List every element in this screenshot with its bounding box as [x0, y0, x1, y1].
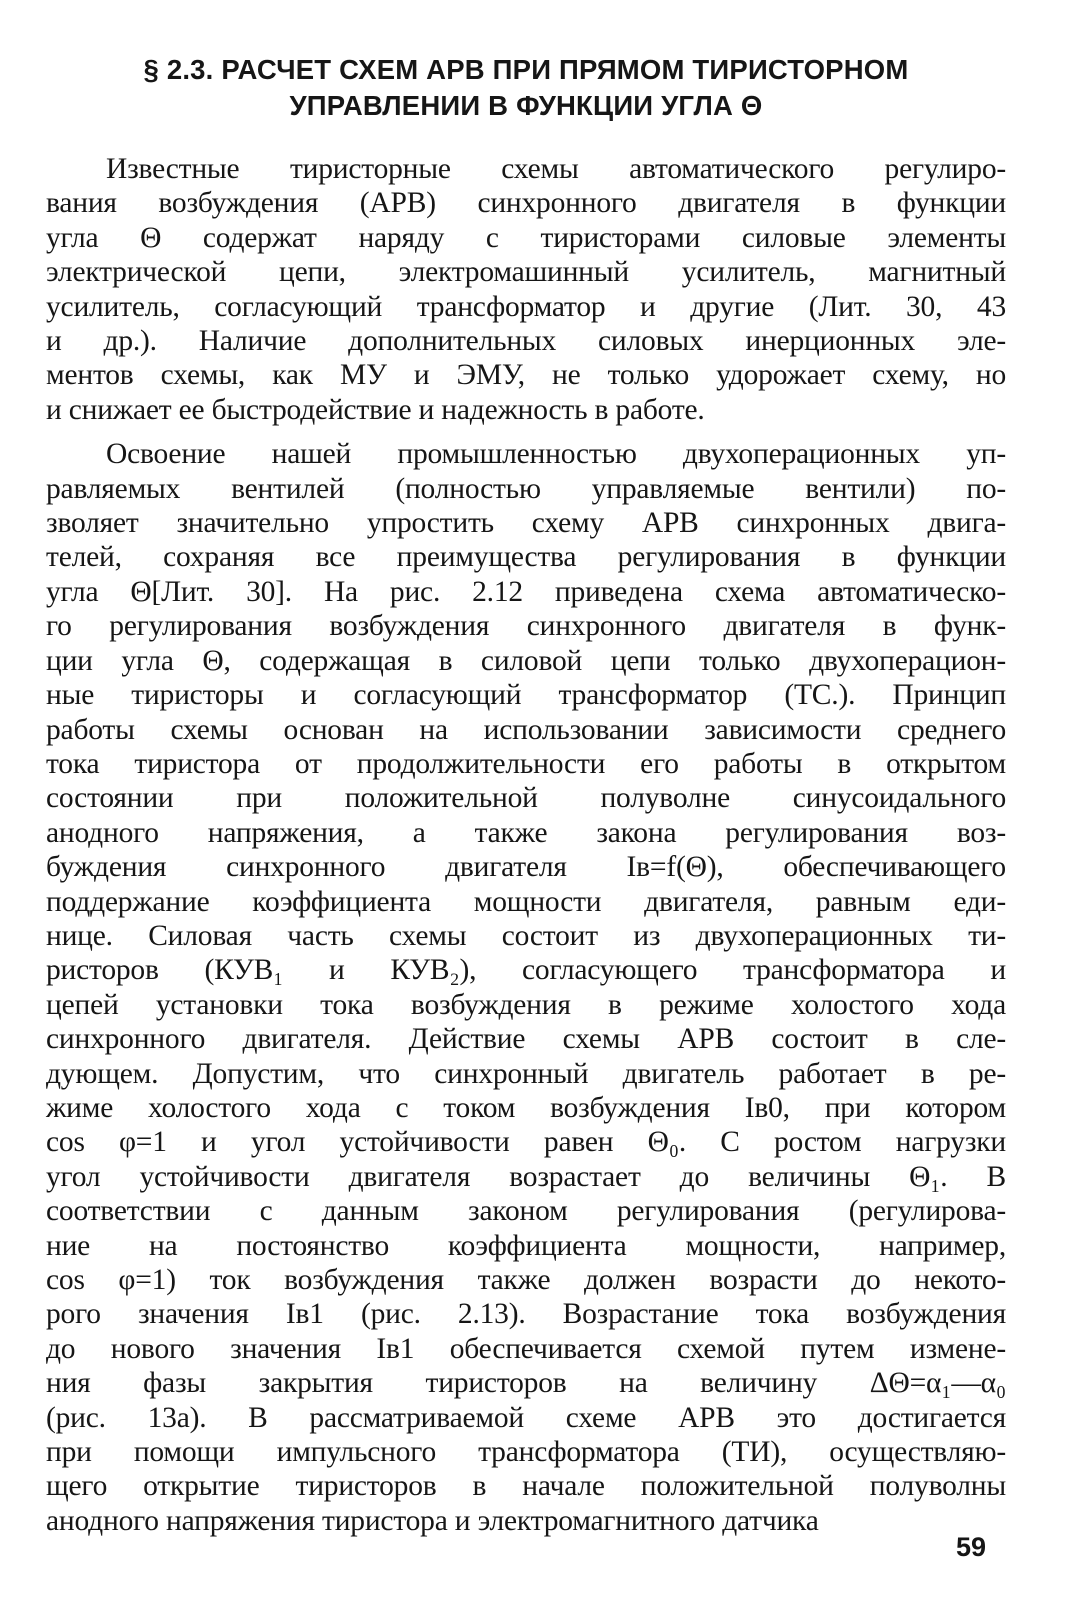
text-line: нице. Силовая часть схемы состоит из двухоперационных ти-	[46, 919, 1006, 952]
text-line: угол устойчивости двигателя возрастает до величины Θ₁. В	[46, 1160, 1006, 1193]
text-line: электрической цепи, электромашинный усилитель, магнитный	[46, 256, 1006, 289]
text-line: зволяет значительно упростить схему АРВ синхронных двига-	[46, 507, 1006, 540]
text-line: поддержание коэффициента мощности двигателя, равным еди-	[46, 885, 1006, 918]
text-line: дующем. Допустим, что синхронный двигатель работает в ре-	[46, 1057, 1006, 1090]
text-line: телей, сохраняя все преимущества регулирования в функции	[46, 541, 1006, 574]
text-line: ментов схемы, как МУ и ЭМУ, не только удорожает схему, но	[46, 359, 1006, 392]
text-line: цепей установки тока возбуждения в режиме холостого хода	[46, 988, 1006, 1021]
text-line: работы схемы основан на использовании зависимости среднего	[46, 713, 1006, 746]
text-line: (рис. 13а). В рассматриваемой схеме АРВ это достигается	[46, 1401, 1006, 1434]
text-line: cos φ=1 и угол устойчивости равен Θ₀. С ростом нагрузки	[46, 1126, 1006, 1159]
text-line: ния фазы закрытия тиристоров на величину ΔΘ=α₁—α₀	[46, 1367, 1006, 1400]
text-line: ристоров (КУВ₁ и КУВ₂), согласующего трансформатора и	[46, 954, 1006, 987]
text-line: при помощи импульсного трансформатора (ТИ), осуществляю-	[46, 1436, 1006, 1469]
text-line: и снижает ее быстродействие и надежность в работе.	[46, 393, 705, 426]
text-line: состоянии при положительной полуволне синусоидального	[46, 782, 1006, 815]
text-line: тока тиристора от продолжительности его работы в открытом	[46, 747, 1006, 780]
text-line: жиме холостого хода с током возбуждения Iв0, при котором	[46, 1091, 1006, 1124]
text-line: щего открытие тиристоров в начале положительной полуволны	[46, 1470, 1006, 1503]
paragraph	[46, 152, 1006, 427]
text-line: вания возбуждения (АРВ) синхронного двигателя в функции	[46, 187, 1006, 220]
book-page	[46, 52, 1006, 1538]
text-line: ции угла Θ, содержащая в силовой цепи только двухоперацион-	[46, 644, 1006, 677]
heading-line: § 2.3. РАСЧЕТ СХЕМ АРВ ПРИ ПРЯМОМ ТИРИСТОРНОМ	[143, 54, 909, 85]
text-line: го регулирования возбуждения синхронного двигателя в функ-	[46, 610, 1006, 643]
heading-line: УПРАВЛЕНИИ В ФУНКЦИИ УГЛА Θ	[289, 90, 763, 121]
text-line: равляемых вентилей (полностью управляемые вентили) по-	[46, 472, 1006, 505]
section-heading	[46, 52, 1006, 124]
text-line: угла Θ[Лит. 30]. На рис. 2.12 приведена схема автоматическо-	[46, 575, 1006, 608]
text-line: Известные тиристорные схемы автоматического регулиро-	[106, 153, 1006, 185]
text-line: соответствии с данным законом регулирования (регулирова-	[46, 1195, 1006, 1228]
text-line: до нового значения Iв1 обеспечивается схемой путем измене-	[46, 1332, 1006, 1365]
text-line: буждения синхронного двигателя Iв=f(Θ), обеспечивающего	[46, 851, 1006, 884]
paragraph	[46, 437, 1006, 1538]
text-line: рого значения Iв1 (рис. 2.13). Возрастание тока возбуждения	[46, 1298, 1006, 1331]
text-line: угла Θ содержат наряду с тиристорами силовые элементы	[46, 221, 1006, 254]
text-line: ные тиристоры и согласующий трансформатор (ТС.). Принцип	[46, 679, 1006, 712]
text-line: cos φ=1) ток возбуждения также должен возрасти до некото-	[46, 1264, 1006, 1296]
text-line: синхронного двигателя. Действие схемы АРВ состоит в сле-	[46, 1023, 1006, 1056]
text-line: анодного напряжения, а также закона регулирования воз-	[46, 816, 1006, 849]
text-line: усилитель, согласующий трансформатор и другие (Лит. 30, 43	[46, 290, 1006, 323]
text-line: ние на постоянство коэффициента мощности, например,	[46, 1229, 1006, 1262]
text-line: анодного напряжения тиристора и электромагнитного датчика	[46, 1504, 819, 1537]
text-line: Освоение нашей промышленностью двухоперационных уп-	[106, 438, 1006, 471]
page-number: 59	[956, 1532, 987, 1562]
text-line: и др.). Наличие дополнительных силовых инерционных эле-	[46, 325, 1006, 358]
